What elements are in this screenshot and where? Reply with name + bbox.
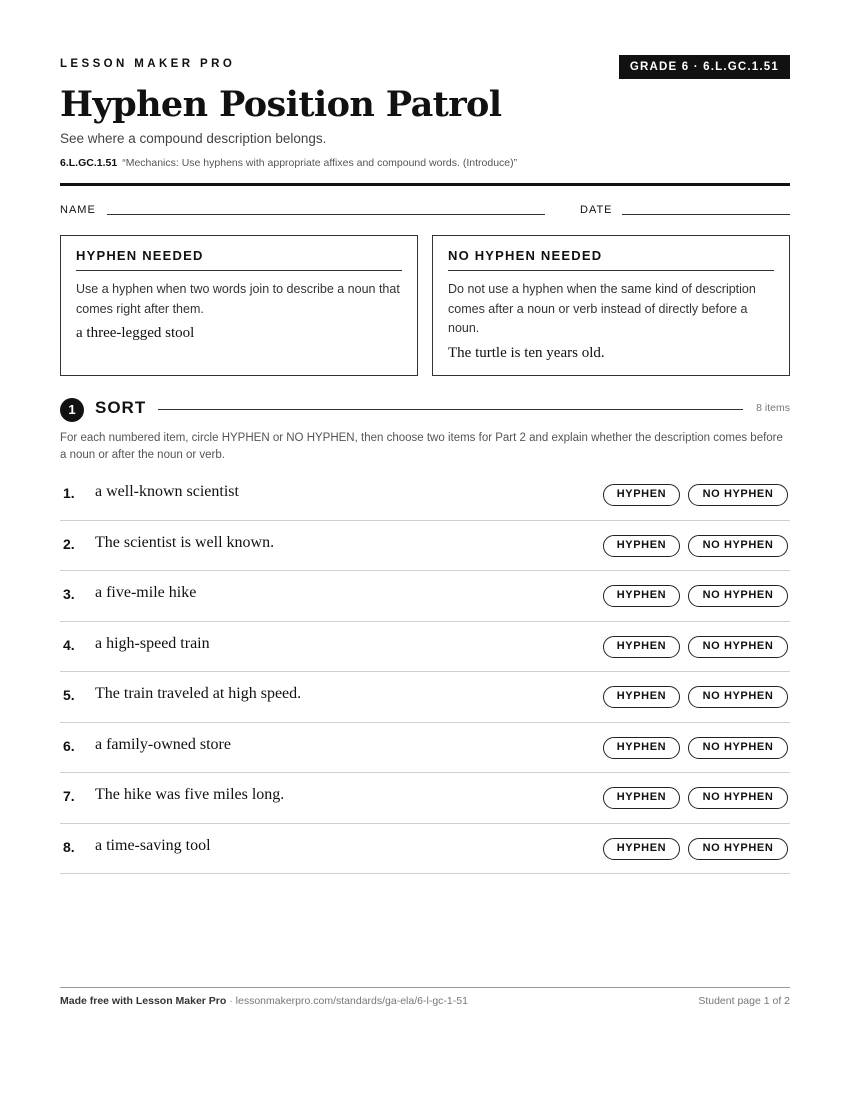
- hyphen-option[interactable]: HYPHEN: [603, 787, 680, 809]
- section-instructions: For each numbered item, circle HYPHEN or NO HYPHEN, then choose two items for Part 2 and explain whether the description comes before a noun or after the noun or verb.: [60, 432, 783, 461]
- item-number: 8.: [63, 838, 75, 855]
- footer-credit: [60, 995, 468, 1007]
- hyphen-option[interactable]: HYPHEN: [603, 535, 680, 557]
- list-item: [60, 622, 790, 673]
- rule-box-hyphen-needed: [60, 235, 418, 376]
- section-title: SORT: [95, 398, 147, 417]
- section-header: [60, 396, 790, 422]
- section-number-badge: 1: [60, 398, 84, 422]
- item-text: The train traveled at high speed.: [95, 685, 302, 702]
- list-item: [60, 824, 790, 875]
- no-hyphen-option[interactable]: NO HYPHEN: [688, 636, 788, 658]
- hyphen-option[interactable]: HYPHEN: [603, 484, 680, 506]
- page-subtitle: See where a compound description belongs.: [60, 131, 327, 146]
- item-text: a well-known scientist: [95, 483, 239, 500]
- worksheet-page: [60, 0, 790, 1100]
- list-item: [60, 672, 790, 723]
- sort-item-list: [60, 470, 790, 874]
- no-hyphen-option[interactable]: NO HYPHEN: [688, 737, 788, 759]
- list-item: [60, 470, 790, 521]
- no-hyphen-option[interactable]: NO HYPHEN: [688, 686, 788, 708]
- item-text: a high-speed train: [95, 634, 210, 652]
- student-fields: [60, 204, 790, 220]
- page-title: Hyphen Position Patrol: [60, 84, 502, 125]
- standard-line: [60, 157, 517, 169]
- no-hyphen-option[interactable]: NO HYPHEN: [688, 787, 788, 809]
- item-count: 8 items: [756, 402, 790, 414]
- list-item: [60, 571, 790, 622]
- name-label: NAME: [60, 204, 96, 216]
- standard-code: 6.L.GC.1.51: [60, 157, 118, 169]
- brand-name: LESSON MAKER PRO: [60, 58, 236, 70]
- rule-box-no-hyphen-needed: [432, 235, 790, 376]
- hyphen-option[interactable]: HYPHEN: [603, 585, 680, 607]
- rule-example: The turtle is ten years old.: [448, 344, 605, 361]
- item-number: 4.: [63, 636, 75, 653]
- rule-heading: HYPHEN NEEDED: [76, 248, 402, 271]
- hyphen-option[interactable]: HYPHEN: [603, 686, 680, 708]
- item-number: 1.: [63, 485, 75, 501]
- item-number: 3.: [63, 586, 75, 602]
- standard-text: “Mechanics: Use hyphens with appropriate affixes and compound words. (Introduce)”: [122, 157, 518, 169]
- grade-badge: GRADE 6 · 6.L.GC.1.51: [619, 55, 790, 79]
- rule-body: Do not use a hyphen when the same kind of description comes after a noun or verb instead of directly before a noun.: [448, 282, 756, 335]
- item-text: The hike was five miles long.: [95, 786, 285, 803]
- footer-divider: [60, 987, 790, 988]
- list-item: [60, 773, 790, 824]
- no-hyphen-option[interactable]: NO HYPHEN: [688, 585, 788, 607]
- item-text: a time-saving tool: [95, 836, 211, 854]
- hyphen-option[interactable]: HYPHEN: [603, 838, 680, 860]
- item-number: 7.: [63, 788, 75, 804]
- no-hyphen-option[interactable]: NO HYPHEN: [688, 484, 788, 506]
- footer-url: · lessonmakerpro.com/standards/ga-ela/6-l-gc-1-51: [226, 995, 468, 1007]
- hyphen-option[interactable]: HYPHEN: [603, 636, 680, 658]
- item-number: 5.: [63, 687, 75, 703]
- item-text: a family-owned store: [95, 735, 231, 753]
- rule-heading: NO HYPHEN NEEDED: [448, 248, 774, 271]
- footer-page-number: Student page 1 of 2: [698, 995, 790, 1007]
- item-number: 6.: [63, 737, 75, 754]
- no-hyphen-option[interactable]: NO HYPHEN: [688, 838, 788, 860]
- section-divider: [158, 409, 743, 410]
- list-item: [60, 521, 790, 572]
- item-text: a five-mile hike: [95, 584, 197, 601]
- date-field[interactable]: [622, 214, 790, 215]
- item-number: 2.: [63, 535, 75, 552]
- no-hyphen-option[interactable]: NO HYPHEN: [688, 535, 788, 557]
- list-item: [60, 723, 790, 774]
- date-label: DATE: [580, 204, 613, 216]
- rule-example: a three-legged stool: [76, 325, 195, 341]
- hyphen-option[interactable]: HYPHEN: [603, 737, 680, 759]
- header-divider: [60, 183, 790, 186]
- item-text: The scientist is well known.: [95, 533, 275, 551]
- name-field[interactable]: [107, 214, 545, 215]
- footer-made-with: Made free with Lesson Maker Pro: [60, 995, 227, 1007]
- rule-body: Use a hyphen when two words join to describe a noun that comes right after them.: [76, 282, 400, 316]
